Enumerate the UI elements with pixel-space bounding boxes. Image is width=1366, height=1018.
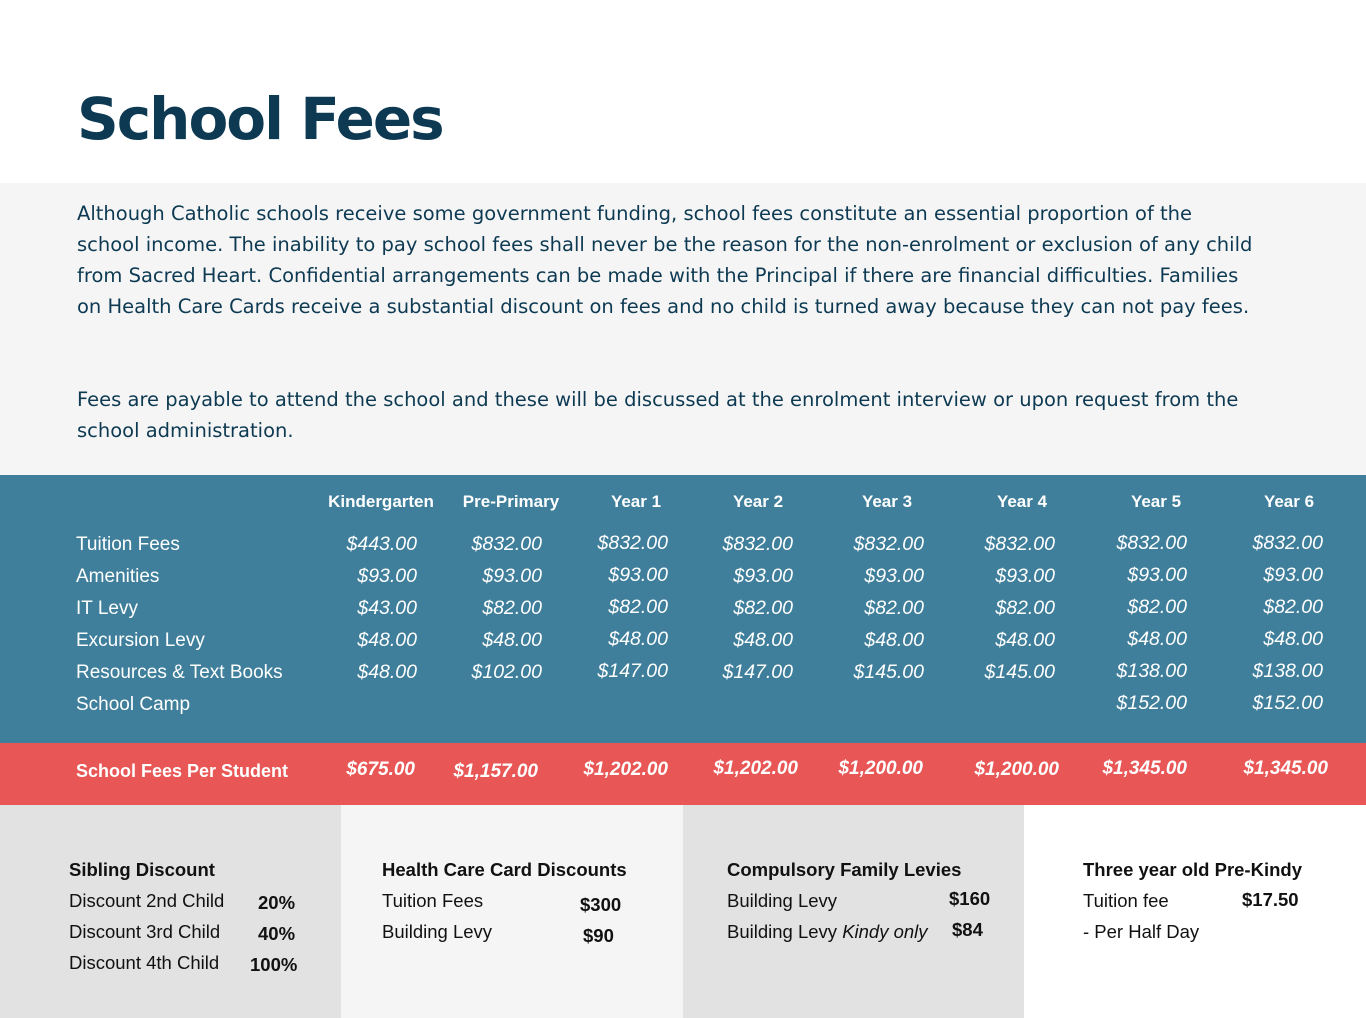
discount-value: 20% (258, 892, 296, 913)
column-header: Year 2 (732, 492, 784, 511)
fee-value: $147.00 (722, 661, 793, 683)
levy-label: Building Levy (727, 890, 838, 911)
total-value: $1,157.00 (453, 761, 538, 782)
panel-title: Three year old Pre-Kindy (1083, 859, 1302, 880)
levy-label (727, 921, 928, 943)
fee-value: $93.00 (482, 565, 542, 587)
panel-title: Compulsory Family Levies (727, 859, 962, 880)
fee-value: $93.00 (357, 565, 417, 587)
fee-value: $82.00 (1263, 596, 1323, 618)
column-header: Pre-Primary (462, 492, 560, 511)
fee-value: $152.00 (1116, 692, 1187, 714)
fee-value: $832.00 (853, 533, 924, 555)
fee-value: $93.00 (733, 565, 793, 587)
fee-value: $82.00 (995, 597, 1055, 619)
column-header: Year 6 (1263, 492, 1315, 511)
row-label: Tuition Fees (76, 534, 180, 555)
fee-value: $82.00 (733, 597, 793, 619)
total-value: $1,200.00 (974, 759, 1059, 780)
fee-value: $147.00 (597, 660, 668, 682)
fee-value: $832.00 (1252, 532, 1323, 554)
total-value: $1,202.00 (583, 759, 668, 780)
row-label: IT Levy (76, 598, 138, 619)
discount-value: 100% (250, 954, 298, 975)
column-header: Kindergarten (328, 492, 434, 511)
row-label: Excursion Levy (76, 630, 205, 651)
fee-value: $48.00 (995, 629, 1055, 651)
fee-value: $48.00 (1263, 628, 1323, 650)
discount-label: Discount 4th Child (69, 952, 220, 973)
total-value: $1,200.00 (838, 758, 923, 779)
total-fees-band (0, 743, 1366, 805)
panel-title: Health Care Card Discounts (382, 859, 627, 880)
discount-value: $90 (583, 925, 614, 946)
sibling-discount-panel (0, 805, 341, 1018)
column-header: Year 4 (996, 492, 1048, 511)
fee-value: $93.00 (995, 565, 1055, 587)
intro-paragraph-1: Although Catholic schools receive some government funding, school fees constitute an essential proportion of the school income. The inability to pay school fees shall never be the reason for the non-enrolment or exclusion of any child from Sacred Heart. Confidential arrangements can be made with the Principal if there are financial difficulties. Families on Health Care Cards receive a substantial discount on fees and no child is turned away because they can not pay fees. (77, 202, 1253, 318)
discount-label: Building Levy (382, 921, 493, 942)
fee-value: $82.00 (864, 597, 924, 619)
panel-title: Sibling Discount (69, 859, 215, 880)
column-header: Year 3 (861, 492, 913, 511)
fee-value: $138.00 (1252, 660, 1323, 682)
levy-value: $160 (949, 888, 991, 909)
fee-value: $82.00 (482, 597, 542, 619)
levy-value: $84 (952, 919, 983, 940)
discount-value: $300 (580, 894, 622, 915)
fee-value: $48.00 (357, 629, 417, 651)
fee-label: - Per Half Day (1083, 921, 1200, 942)
levy-label-text: Building Levy (727, 921, 838, 942)
row-label: Amenities (76, 566, 160, 587)
fee-value: $832.00 (597, 532, 668, 554)
fee-value: $93.00 (1263, 564, 1323, 586)
fee-value: $82.00 (608, 596, 668, 618)
discount-label: Discount 2nd Child (69, 890, 225, 911)
fee-value: $93.00 (864, 565, 924, 587)
column-header: Year 5 (1130, 492, 1182, 511)
fee-value: $48.00 (608, 628, 668, 650)
discount-label: Discount 3rd Child (69, 921, 221, 942)
fee-value: $832.00 (471, 533, 542, 555)
health-care-discount-panel (341, 805, 683, 1018)
discount-value: 40% (258, 923, 296, 944)
intro-section (0, 183, 1366, 475)
fee-value: $93.00 (1127, 564, 1187, 586)
fee-value: $48.00 (864, 629, 924, 651)
fee-value: $48.00 (733, 629, 793, 651)
fee-value: $832.00 (722, 533, 793, 555)
fee-value: $138.00 (1116, 660, 1187, 682)
page-title: School Fees (77, 85, 443, 153)
row-label: School Camp (76, 694, 191, 715)
total-label: School Fees Per Student (76, 761, 289, 781)
total-value: $675.00 (346, 759, 415, 780)
fee-value: $152.00 (1252, 692, 1323, 714)
family-levies-panel (683, 805, 1024, 1018)
fees-table (0, 475, 1366, 743)
pre-kindy-panel (1024, 805, 1366, 1018)
fee-value: $832.00 (984, 533, 1055, 555)
fee-value: $48.00 (1127, 628, 1187, 650)
total-value: $1,202.00 (713, 758, 798, 779)
fee-value: $93.00 (608, 564, 668, 586)
fee-value: $17.50 (1242, 889, 1299, 910)
levy-label-note: Kindy only (842, 921, 928, 942)
fee-value: $145.00 (853, 661, 924, 683)
fee-value: $43.00 (357, 597, 417, 619)
fee-value: $443.00 (346, 533, 417, 555)
column-header: Year 1 (610, 492, 662, 511)
total-value: $1,345.00 (1102, 758, 1187, 779)
fee-value: $48.00 (482, 629, 542, 651)
fee-value: $832.00 (1116, 532, 1187, 554)
row-label: Resources & Text Books (76, 662, 283, 683)
fee-value: $102.00 (471, 661, 542, 683)
fee-value: $82.00 (1127, 596, 1187, 618)
fee-value: $48.00 (357, 661, 417, 683)
total-value: $1,345.00 (1243, 758, 1328, 779)
fee-value: $145.00 (984, 661, 1055, 683)
intro-paragraph-2: Fees are payable to attend the school and these will be discussed at the enrolment interview or upon request from the school administration. (77, 388, 1239, 442)
fee-label: Tuition fee (1083, 890, 1169, 911)
discount-label: Tuition Fees (382, 890, 484, 911)
